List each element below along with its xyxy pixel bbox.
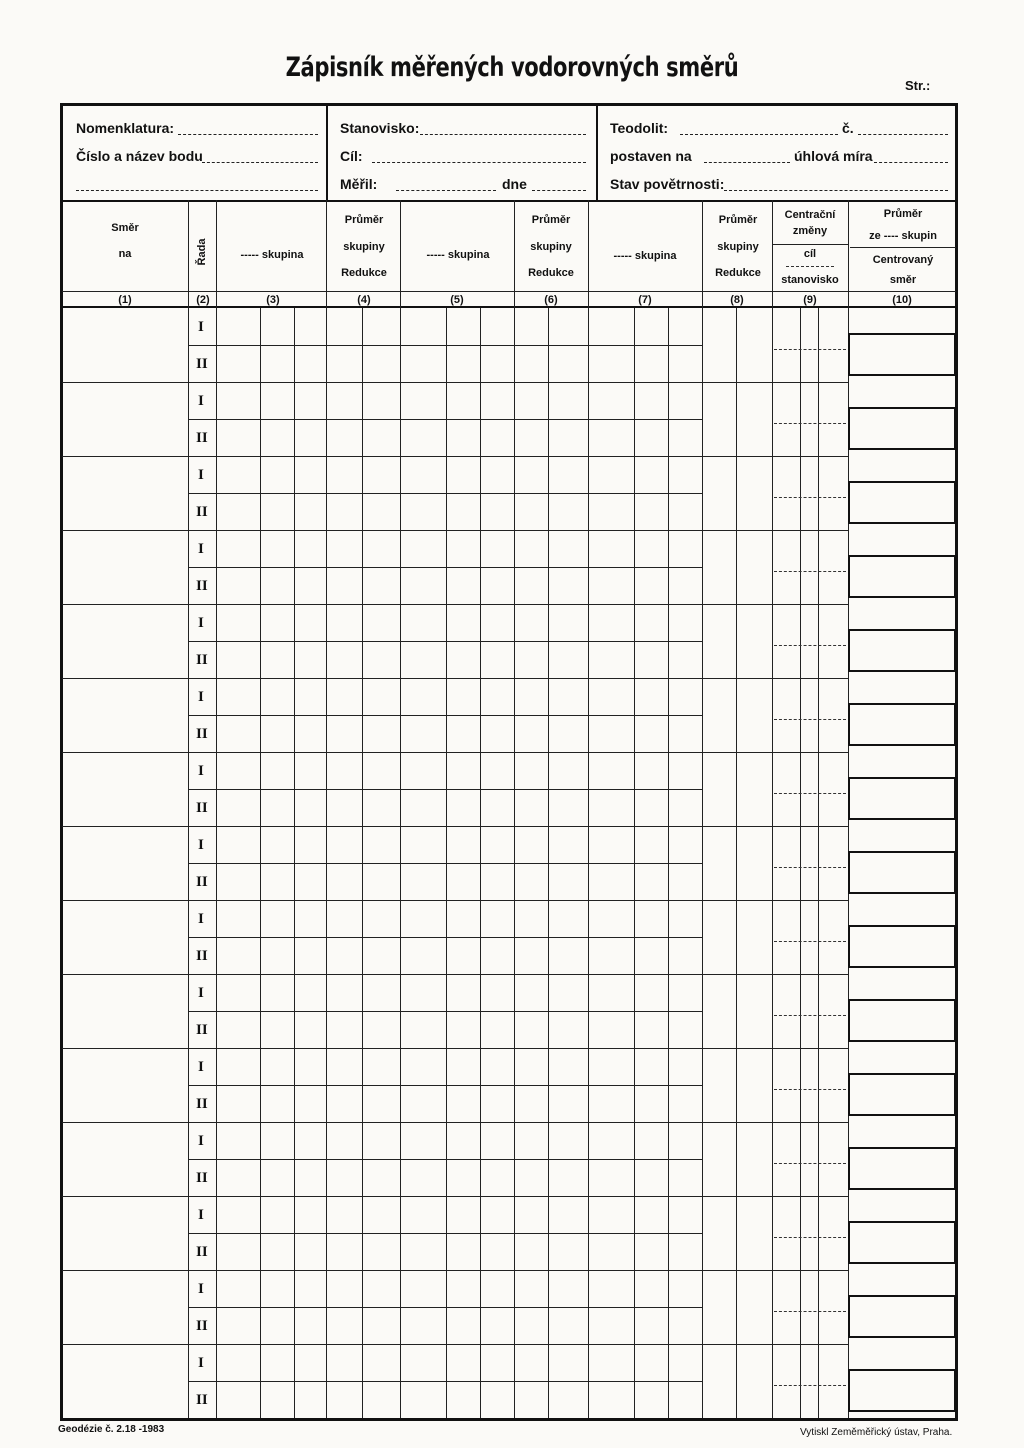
col-centracni-label: Centrační [784, 209, 836, 221]
group-line-7 [62, 826, 848, 827]
col-smer-10-label: směr [889, 274, 917, 286]
group-line-5 [62, 678, 848, 679]
group-line-13 [62, 1270, 848, 1271]
row-label-II-5: II [196, 726, 208, 743]
centrovany-box-14[interactable] [848, 1369, 956, 1412]
row-label-II-1: II [196, 430, 208, 447]
group-line-9 [62, 974, 848, 975]
column-number-7: (7) [638, 294, 652, 306]
row-label-I-9: I [198, 985, 204, 1002]
half-line-12 [188, 1233, 702, 1234]
uhlova-mira-field[interactable] [874, 162, 948, 163]
centrovany-box-8[interactable] [848, 925, 956, 968]
row-label-II-0: II [196, 356, 208, 373]
col9-dash-13 [774, 1311, 846, 1312]
column-number-3: (3) [266, 294, 280, 306]
col-skupina-5-label: ----- skupina [426, 249, 490, 261]
half-line-0 [188, 345, 702, 346]
centrovany-box-4[interactable] [848, 629, 956, 672]
half-line-4 [188, 641, 702, 642]
col-ze-skupin-label: ze ---- skupin [869, 230, 937, 242]
col-smer-label: Směr [111, 222, 139, 234]
row-label-II-6: II [196, 800, 208, 817]
centrovany-box-6[interactable] [848, 777, 956, 820]
half-line-6 [188, 789, 702, 790]
col-10-header-line [850, 247, 956, 248]
row-label-I-11: I [198, 1133, 204, 1150]
row-label-II-11: II [196, 1170, 208, 1187]
row-label-I-5: I [198, 689, 204, 706]
meril-field[interactable] [396, 190, 496, 191]
row-label-II-3: II [196, 578, 208, 595]
centrovany-box-1[interactable] [848, 407, 956, 450]
row-label-II-14: II [196, 1392, 208, 1409]
half-line-11 [188, 1159, 702, 1160]
row-label-I-1: I [198, 393, 204, 410]
half-line-7 [188, 863, 702, 864]
row-label-I-2: I [198, 467, 204, 484]
centrovany-box-5[interactable] [848, 703, 956, 746]
col-redukce-8-label: Redukce [715, 267, 761, 279]
grid-subline-8 [736, 308, 737, 1418]
half-line-5 [188, 715, 702, 716]
col9-dash-3 [774, 571, 846, 572]
half-line-1 [188, 419, 702, 420]
footer-printer: Vytiskl Zeměměřický ústav, Praha. [800, 1427, 953, 1438]
column-number-10: (10) [892, 294, 912, 306]
page-title: Zápisník měřených vodorovných směrů [285, 52, 739, 83]
col-prumer-10-label: Průměr [883, 208, 923, 220]
col9-dash-4 [774, 645, 846, 646]
stav-povetrnosti-label: Stav povětrnosti: [610, 176, 725, 192]
col-prumer-8-label: Průměr [718, 214, 758, 226]
column-number-8: (8) [730, 294, 744, 306]
col-cil-label: cíl [803, 248, 817, 260]
grid-subline-10 [818, 308, 819, 1418]
col-skupina-3-label: ----- skupina [240, 249, 304, 261]
col9-dash-9 [774, 1015, 846, 1016]
cislo-nazev-field-2[interactable] [76, 190, 318, 191]
row-label-I-12: I [198, 1207, 204, 1224]
cislo-nazev-field[interactable] [202, 162, 318, 163]
group-line-8 [62, 900, 848, 901]
nomenklatura-label: Nomenklatura: [76, 120, 175, 136]
group-line-1 [62, 382, 848, 383]
col-prumer-6-label: Průměr [531, 214, 571, 226]
group-line-12 [62, 1196, 848, 1197]
group-line-14 [62, 1344, 848, 1345]
group-line-4 [62, 604, 848, 605]
grid-subline-9 [800, 308, 801, 1418]
column-number-5: (5) [450, 294, 464, 306]
col-skupiny-8-label: skupiny [717, 241, 759, 253]
col-rada-label: Řada [196, 238, 208, 266]
col-zmeny-label: změny [792, 225, 828, 237]
cil-label: Cíl: [340, 148, 363, 164]
col-prumer-4-label: Průměr [344, 214, 384, 226]
col-redukce-6-label: Redukce [528, 267, 574, 279]
row-label-I-4: I [198, 615, 204, 632]
col9-dash-11 [774, 1163, 846, 1164]
half-line-14 [188, 1381, 702, 1382]
uhlova-mira-label: úhlová míra [794, 148, 873, 164]
half-line-9 [188, 1011, 702, 1012]
cil-field[interactable] [372, 162, 586, 163]
colnum-bottom-line [62, 306, 956, 308]
half-line-13 [188, 1307, 702, 1308]
postaven-label: postaven na [610, 148, 692, 164]
teodolit-cislo-field[interactable] [858, 134, 948, 135]
column-number-6: (6) [544, 294, 558, 306]
col-9-dash [786, 266, 834, 267]
col9-dash-2 [774, 497, 846, 498]
column-number-2: (2) [196, 294, 210, 306]
row-label-I-0: I [198, 319, 204, 336]
centrovany-box-7[interactable] [848, 851, 956, 894]
col9-dash-6 [774, 793, 846, 794]
centrovany-box-13[interactable] [848, 1295, 956, 1338]
half-line-8 [188, 937, 702, 938]
col-centrovany-label: Centrovaný [872, 254, 934, 266]
row-label-II-10: II [196, 1096, 208, 1113]
centrovany-box-9[interactable] [848, 999, 956, 1042]
centrovany-box-11[interactable] [848, 1147, 956, 1190]
stanovisko-label: Stanovisko: [340, 120, 420, 136]
nomenklatura-field[interactable] [178, 134, 318, 135]
row-label-II-7: II [196, 874, 208, 891]
col9-dash-1 [774, 423, 846, 424]
col-9-header-line [772, 244, 848, 245]
header-divider-2 [596, 106, 598, 200]
centrovany-box-10[interactable] [848, 1073, 956, 1116]
row-label-II-9: II [196, 1022, 208, 1039]
col9-dash-10 [774, 1089, 846, 1090]
row-label-I-8: I [198, 911, 204, 928]
row-label-I-3: I [198, 541, 204, 558]
cislo-nazev-label: Číslo a název bodu [76, 148, 203, 164]
column-number-1: (1) [118, 294, 132, 306]
row-label-I-14: I [198, 1355, 204, 1372]
group-line-11 [62, 1122, 848, 1123]
row-label-II-12: II [196, 1244, 208, 1261]
col-na-label: na [118, 248, 132, 260]
col-skupiny-4-label: skupiny [343, 241, 385, 253]
colnum-top-line [62, 291, 956, 292]
col9-dash-7 [774, 867, 846, 868]
group-line-3 [62, 530, 848, 531]
row-label-II-8: II [196, 948, 208, 965]
meril-label: Měřil: [340, 176, 378, 192]
column-number-9: (9) [803, 294, 817, 306]
col9-dash-0 [774, 349, 846, 350]
dne-label: dne [502, 176, 527, 192]
col9-dash-12 [774, 1237, 846, 1238]
row-label-II-2: II [196, 504, 208, 521]
col-redukce-4-label: Redukce [341, 267, 387, 279]
dne-field[interactable] [532, 190, 586, 191]
teodolit-cislo-label: č. [842, 120, 854, 136]
row-label-II-13: II [196, 1318, 208, 1335]
stav-povetrnosti-field[interactable] [724, 190, 948, 191]
col-stanovisko-label: stanovisko [781, 274, 839, 286]
half-line-3 [188, 567, 702, 568]
column-number-4: (4) [357, 294, 371, 306]
centrovany-box-2[interactable] [848, 481, 956, 524]
page-number-label: Str.: [905, 78, 931, 93]
postaven-field[interactable] [704, 162, 790, 163]
group-line-2 [62, 456, 848, 457]
col9-dash-14 [774, 1385, 846, 1386]
row-label-II-4: II [196, 652, 208, 669]
stanovisko-field[interactable] [420, 134, 586, 135]
header-divider-1 [326, 106, 328, 200]
col9-dash-8 [774, 941, 846, 942]
row-label-I-10: I [198, 1059, 204, 1076]
teodolit-field[interactable] [680, 134, 838, 135]
group-line-6 [62, 752, 848, 753]
half-line-2 [188, 493, 702, 494]
col9-dash-5 [774, 719, 846, 720]
row-label-I-13: I [198, 1281, 204, 1298]
group-line-10 [62, 1048, 848, 1049]
centrovany-box-0[interactable] [848, 333, 956, 376]
half-line-10 [188, 1085, 702, 1086]
row-label-I-6: I [198, 763, 204, 780]
footer-form-code: Geodézie č. 2.18 -1983 [58, 1424, 165, 1435]
col-skupina-7-label: ----- skupina [613, 250, 677, 262]
header-divider [60, 200, 958, 202]
row-label-I-7: I [198, 837, 204, 854]
teodolit-label: Teodolit: [610, 120, 669, 136]
centrovany-box-12[interactable] [848, 1221, 956, 1264]
col-skupiny-6-label: skupiny [530, 241, 572, 253]
centrovany-box-3[interactable] [848, 555, 956, 598]
